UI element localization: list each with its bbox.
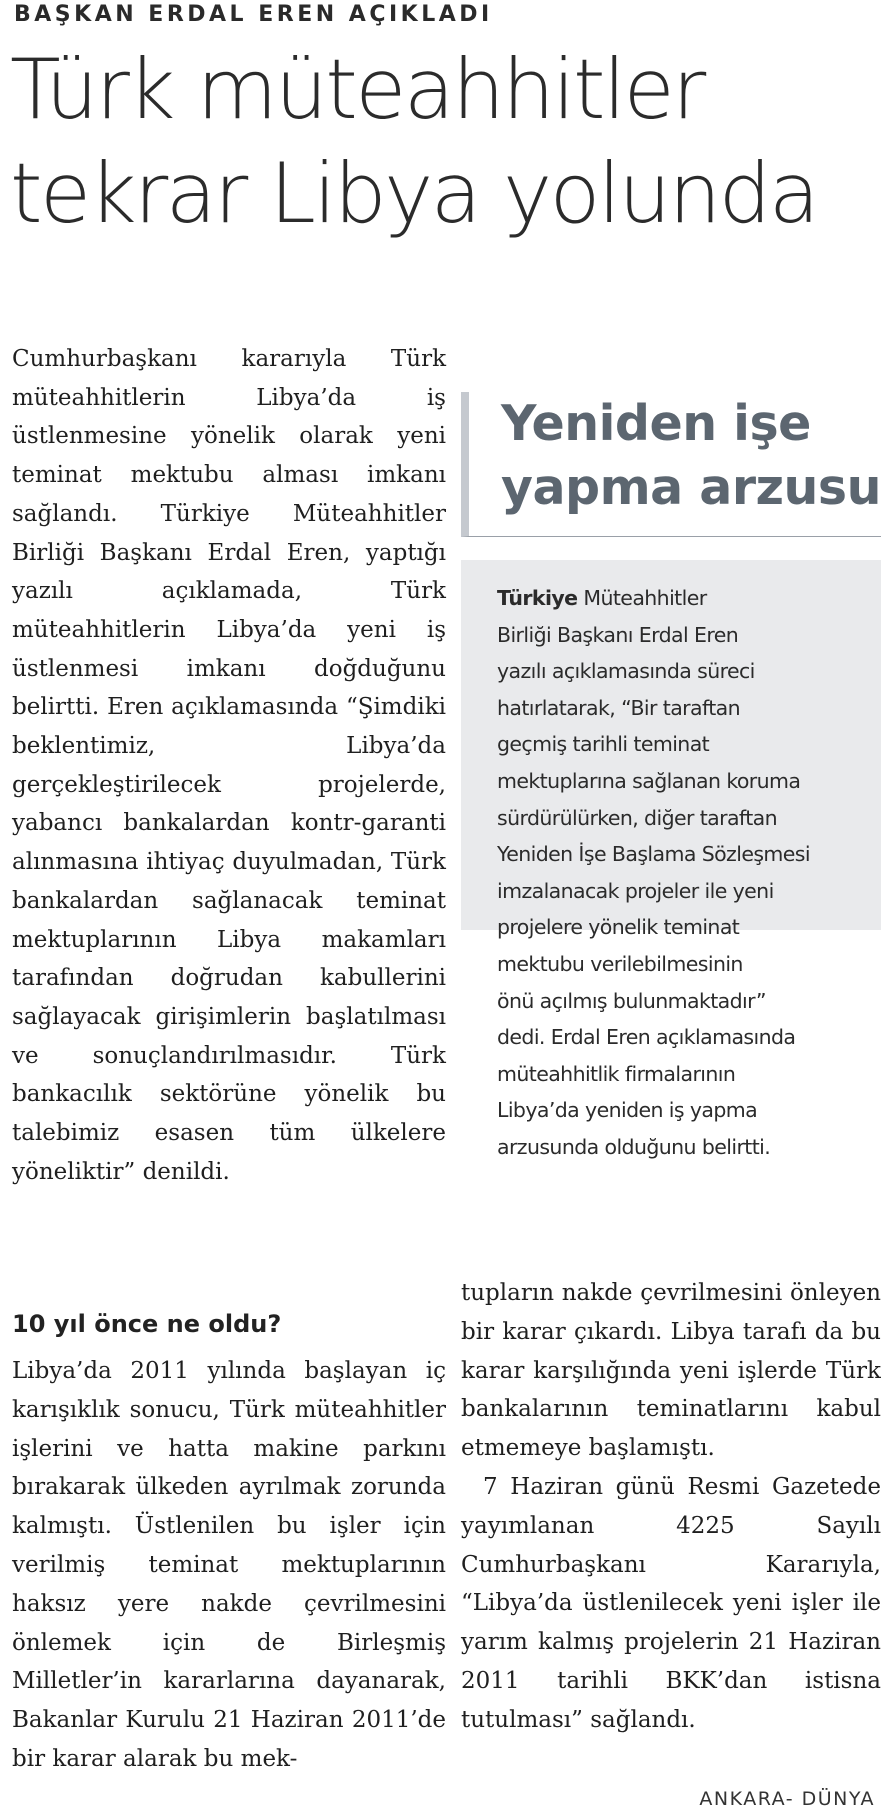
sidebar-line-15: arzusunda olduğunu belirtti.	[497, 1134, 771, 1159]
article-right-paragraph-1: tupların nakde çevrilmesini önleyen bir karar çıkardı. Libya tarafı da bu karar karşılığında yeni işlerde Türk bankalarının teminatlarını kabul etmemeye başlamıştı.	[461, 1280, 881, 1462]
sidebar-line-13: müteahhitlik firmalarının	[497, 1061, 736, 1086]
sidebar-title-line-2: yapma arzusu	[501, 459, 881, 516]
sidebar-line-14: Libya’da yeniden iş yapma	[497, 1098, 758, 1123]
sidebar-line-7: Yeniden İşe Başlama Sözleşmesi	[497, 842, 810, 867]
article-right-column	[461, 1274, 881, 1740]
sidebar-line-5: mektuplarına sağlanan koruma	[497, 768, 801, 793]
sidebar-line-2: yazılı açıklamasında süreci	[497, 659, 755, 684]
sidebar-title-line-1: Yeniden işe	[501, 395, 811, 452]
sidebar-text	[497, 580, 881, 1166]
article-history-paragraph: Libya’da 2011 yılında başlayan iç karışıklık sonucu, Türk müteahhitler işlerini ve hatta makine parkını bırakarak ülkeden ayrılmak zorunda kalmıştı. Üstlenilen bu işler için verilmiş teminat mektuplarının haksız yere nakde çevrilmesini önlemek için de Birleşmiş Milletler’in kararlarına dayanarak, Bakanlar Kurulu 21 Haziran 2011’de bir karar alarak bu mek-	[12, 1358, 446, 1772]
article-right-paragraph-2: 7 Haziran günü Resmi Gazetede yayımlanan 4225 Sayılı Cumhurbaşkanı Kararıyla, “Libya’da üstlenilecek yeni işler ile yarım kalmış projelerin 21 Haziran 2011 tarihli BKK’dan istisna tutulması” sağlandı.	[461, 1473, 881, 1733]
sidebar-line-9: projelere yönelik teminat	[497, 915, 740, 940]
article-intro-column	[12, 340, 446, 1191]
sidebar-line-0: Müteahhitler	[577, 586, 707, 610]
article-history-column	[12, 1352, 446, 1779]
headline	[10, 38, 880, 246]
sidebar-title	[501, 392, 881, 520]
sidebar-line-4: geçmiş tarihli teminat	[497, 732, 710, 757]
sidebar-box	[461, 560, 881, 1159]
sidebar-line-11: önü açılmış bulunmaktadır”	[497, 988, 766, 1013]
sidebar-line	[497, 580, 881, 617]
sidebar-line-1: Birliği Başkanı Erdal Eren	[497, 622, 739, 647]
headline-line-2: tekrar Libya yolunda	[10, 145, 818, 242]
article-intro-paragraph: Cumhurbaşkanı kararıyla Türk müteahhitlerin Libya’da iş üstlenmesine yönelik olarak yeni teminat mektubu alması imkanı sağlandı. Türkiye Müteahhitler Birliği Başkanı Erdal Eren, yaptığı yazılı açıklamada, Türk müteahhitlerin Libya’da yeni iş üstlenmesi imkanı doğduğunu belirtti. Eren açıklamasında “Şimdiki beklentimiz, Libya’da gerçekleştirilecek projelerde, yabancı bankalardan kontr-garanti alınmasına ihtiyaç duyulmadan, Türk bankalardan sağlanacak teminat mektuplarının Libya makamları tarafından doğrudan kabullerini sağlayacak girişimlerin başlatılması ve sonuçlandırılmasıdır. Türk bankacılık sektörüne yönelik bu talebimiz esasen tüm ülkelere yöneliktir” denildi.	[12, 346, 446, 1185]
sidebar-line-6: sürdürülürken, diğer taraftan	[497, 805, 777, 830]
sidebar-line-8: imzalanacak projeler ile yeni	[497, 878, 774, 903]
sidebar-lead-bold: Türkiye	[497, 586, 578, 610]
sidebar-line-10: mektubu verilebilmesinin	[497, 951, 743, 976]
kicker: BAŞKAN ERDAL EREN AÇIKLADI	[14, 2, 493, 27]
sidebar-line-3: hatırlatarak, “Bir taraftan	[497, 695, 741, 720]
byline-credit: ANKARA- DÜNYA	[699, 1788, 875, 1810]
sidebar-title-box	[461, 392, 881, 537]
sidebar-line-12: dedi. Erdal Eren açıklamasında	[497, 1025, 796, 1050]
section-subheading: 10 yıl önce ne oldu?	[12, 1310, 282, 1338]
headline-line-1: Türk müteahhitler	[10, 41, 704, 138]
